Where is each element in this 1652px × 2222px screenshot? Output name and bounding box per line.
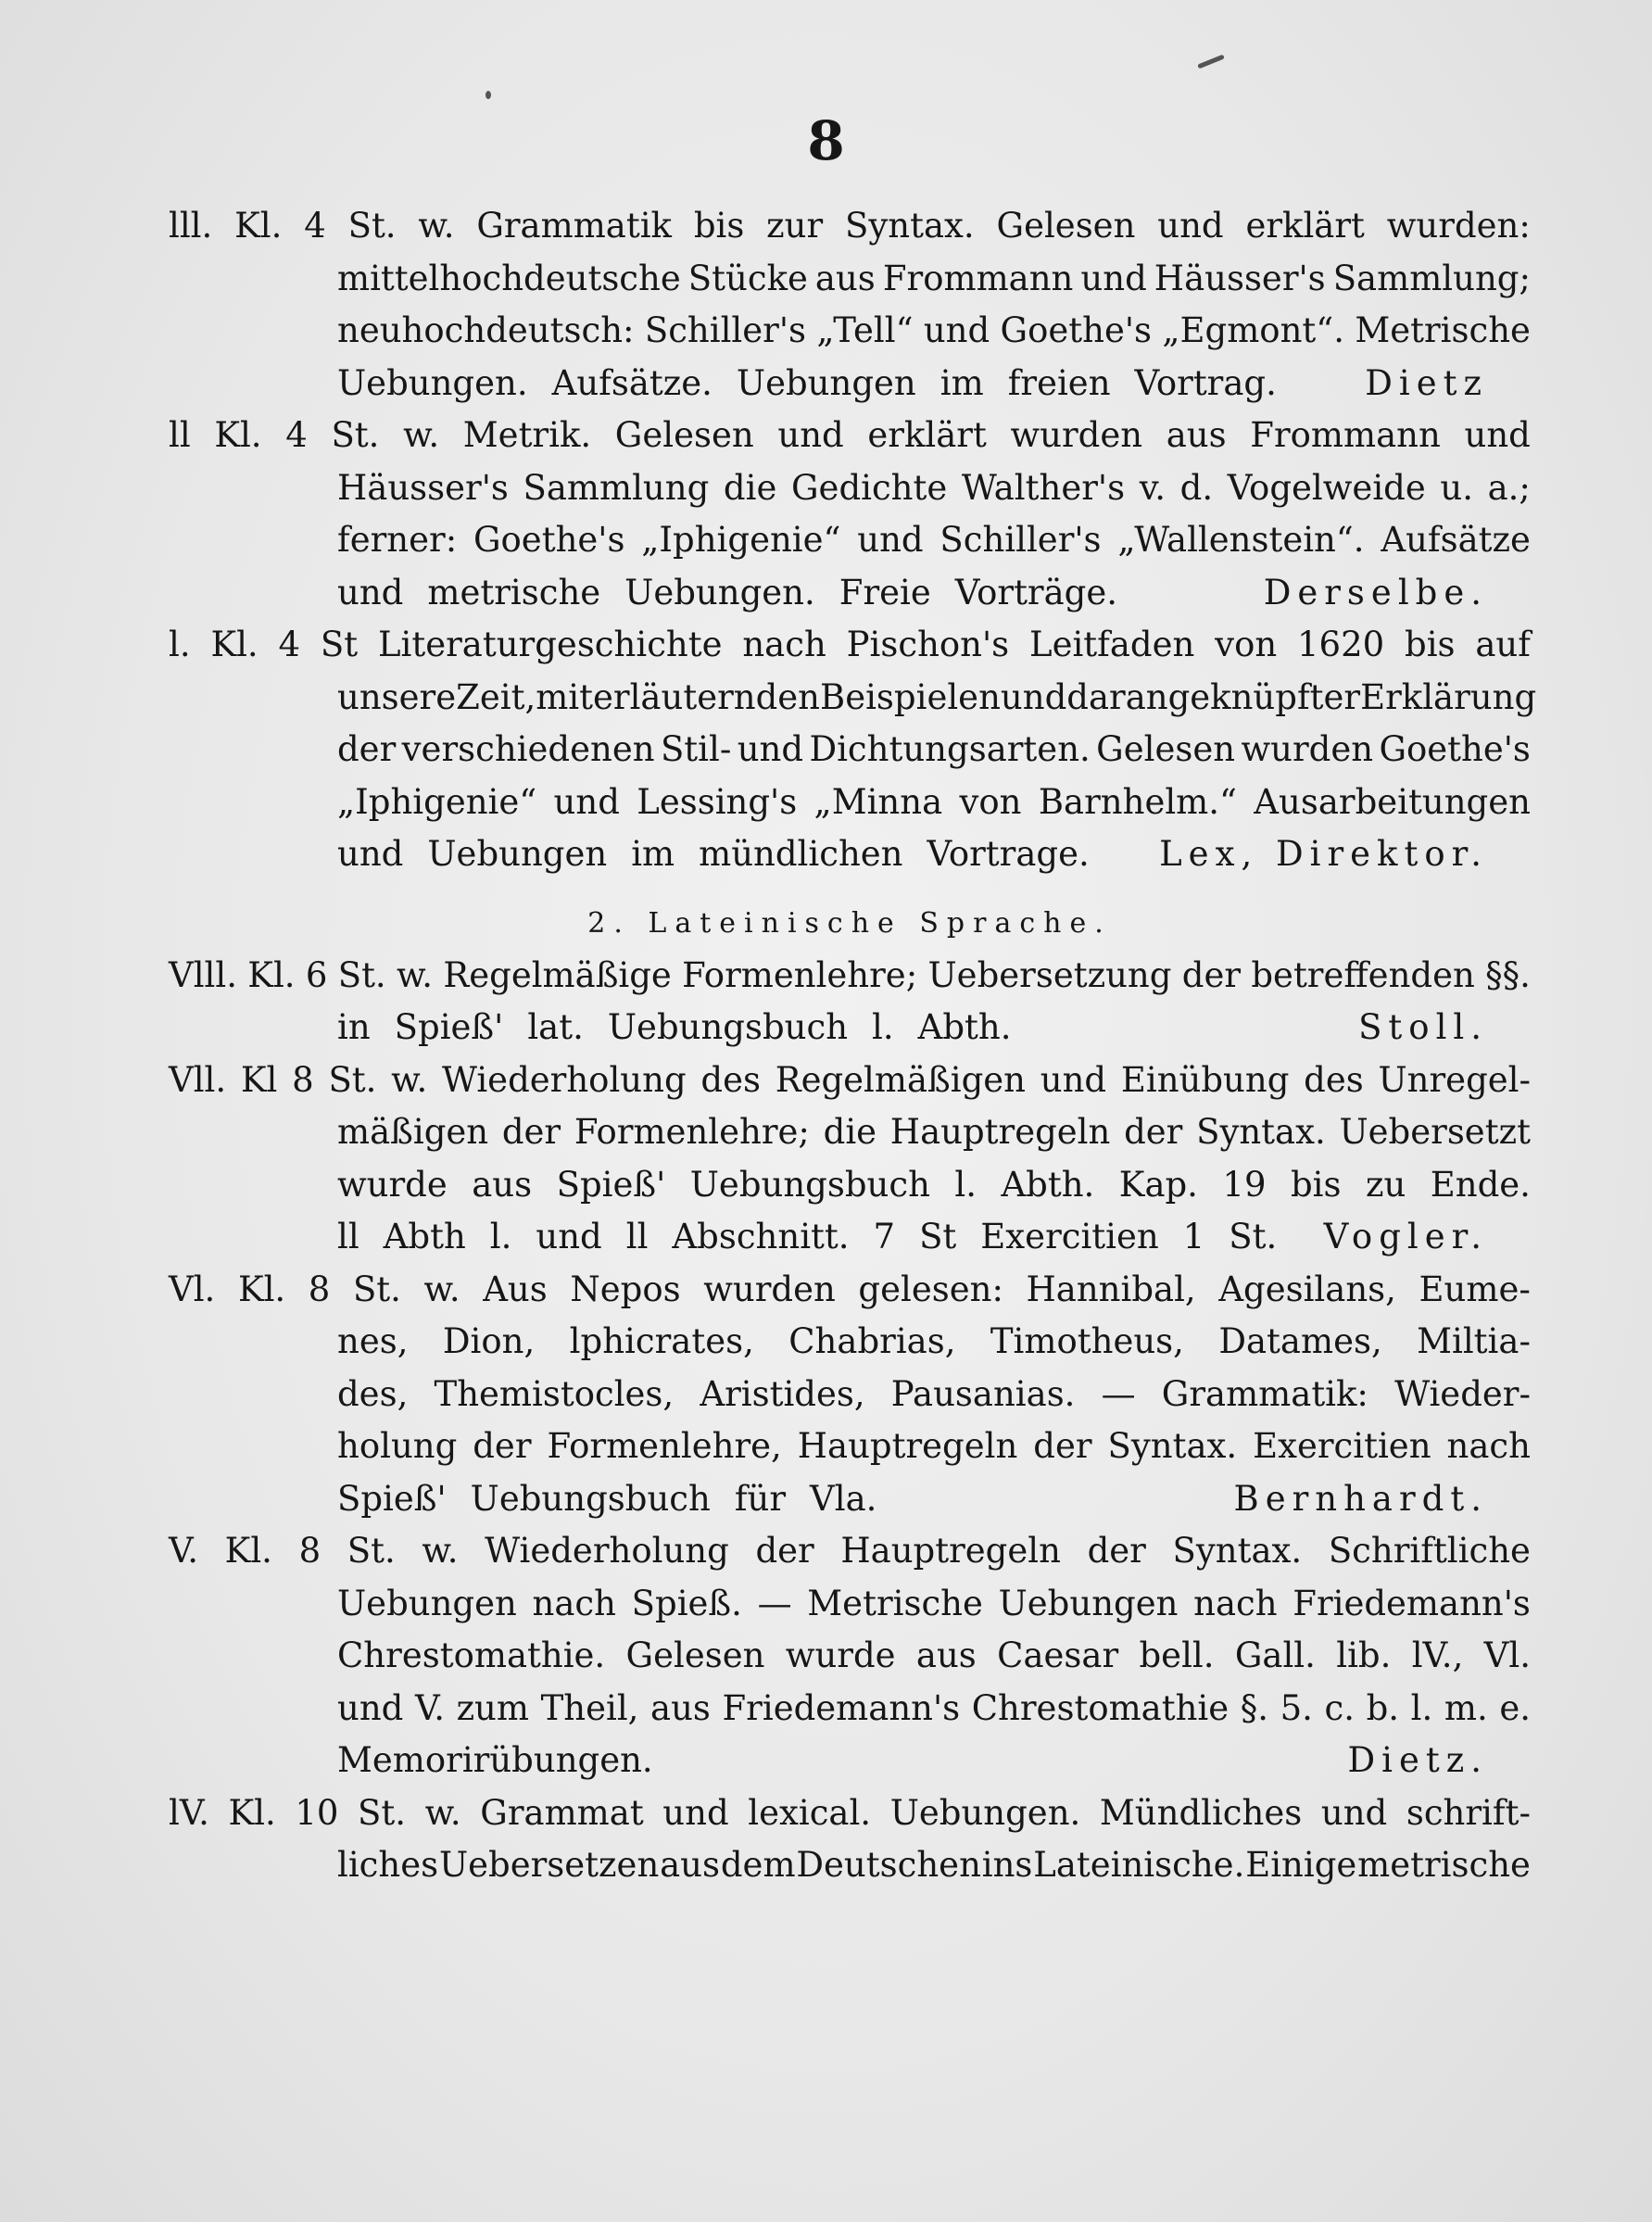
class-entry [169,1060,1531,1269]
text-line: Memorirübungen. Dietz. [169,1740,1531,1793]
text-line: neuhochdeutsch: Schiller's „Tell“ und Goethe's „Egmont“. Metrische [337,310,1531,350]
text-line: mittelhochdeutsche Stücke aus Frommann und Häusser's Sammlung; [337,258,1531,298]
class-entry [169,1531,1531,1793]
text-line: l. Kl. 4 St Literaturgeschichte nach Pischon's Leitfaden von 1620 bis auf [169,625,1531,664]
text-line: liches Uebersetzen aus dem Deutschen ins Lateinische. Einige metrische [337,1845,1531,1885]
page-number: 8 [807,109,845,172]
section-latin [169,955,1531,1898]
text-line: „Iphigenie“ und Lessing's „Minna von Barnhelm.“ Ausarbeitungen [337,781,1531,822]
text-line: Uebungen nach Spieß. — Metrische Uebungen nach Friedemann's [337,1583,1531,1623]
text-line: ll Abth l. und ll Abschnitt. 7 St Exercitien 1 St. Vogler. [169,1217,1531,1269]
text-line: holung der Formenlehre, Hauptregeln der Syntax. Exercitien nach [337,1426,1531,1466]
text-line: ll Kl. 4 St. w. Metrik. Gelesen und erklärt wurden aus Frommann und [169,415,1531,455]
teacher-signature: Vogler. [1323,1217,1488,1256]
text-line: unsere Zeit, mit erläuternden Beispielen und daran geknüpfter Erklärung [337,676,1537,717]
teacher-signature: Derselbe. [1263,572,1488,612]
text-line: ferner: Goethe's „Iphigenie“ und Schiller's „Wallenstein“. Aufsätze [337,520,1531,560]
class-entry [169,1793,1531,1898]
teacher-signature: Lex, Direktor. [1159,834,1488,874]
text-line: Vll. Kl 8 St. w. Wiederholung des Regelmäßigen und Einübung des Unregel- [169,1059,1531,1100]
text-line: und metrische Uebungen. Freie Vorträge. Derselbe. [169,573,1531,625]
teacher-signature: Stoll. [1358,1007,1488,1047]
text-line: Vl. Kl. 8 St. w. Aus Nepos wurden gelesen: Hannibal, Agesilans, Eume- [169,1269,1531,1309]
text-line: V. Kl. 8 St. w. Wiederholung der Hauptregeln der Syntax. Schriftliche [169,1531,1531,1571]
class-entry [169,625,1537,887]
text-line: Uebungen. Aufsätze. Uebungen im freien Vortrag. Dietz [169,363,1531,416]
text-line: Spieß' Uebungsbuch für Vla. Bernhardt. [169,1479,1531,1532]
text-line: mäßigen der Formenlehre; die Hauptregeln der Syntax. Uebersetzt [337,1112,1531,1152]
text-line: und V. zum Theil, aus Friedemann's Chrestomathie §. 5. c. b. l. m. e. [337,1687,1531,1728]
text-line: lV. Kl. 10 St. w. Grammat und lexical. Uebungen. Mündliches und schrift- [169,1792,1531,1833]
text-line: Häusser's Sammlung die Gedichte Walther's v. d. Vogelweide u. a.; [337,467,1531,508]
text-line: des, Themistocles, Aristides, Pausanias. — Grammatik: Wieder- [337,1373,1531,1414]
teacher-signature: Dietz. [1347,1740,1488,1780]
section-title: 2. Lateinische Sprache. [587,906,1112,940]
body-text [169,206,1537,1898]
teacher-signature: Bernhardt. [1233,1478,1488,1519]
teacher-signature: Dietz [1365,362,1488,403]
text-line: lll. Kl. 4 St. w. Grammatik bis zur Syntax. Gelesen und erklärt wurden: [169,206,1531,246]
class-entry [169,415,1531,625]
text-line: Chrestomathie. Gelesen wurde aus Caesar bell. Gall. lib. lV., Vl. [337,1635,1531,1675]
section-german [169,206,1537,887]
text-line: und Uebungen im mündlichen Vortrage. Lex, Direktor. [169,834,1531,887]
text-line: Vlll. Kl. 6 St. w. Regelmäßige Formenlehre; Uebersetzung der betreffenden §§. [169,954,1531,995]
text-line: in Spieß' lat. Uebungsbuch l. Abth. Stoll. [169,1007,1531,1060]
class-entry [169,1269,1531,1532]
text-line: der verschiedenen Stil- und Dichtungsarten. Gelesen wurden Goethe's [337,729,1531,769]
text-line: nes, Dion, lphicrates, Chabrias, Timotheus, Datames, Miltia- [337,1321,1531,1361]
ink-speck [1197,55,1225,69]
class-entry [169,206,1531,415]
text-line: wurde aus Spieß' Uebungsbuch l. Abth. Kap. 19 bis zu Ende. [337,1164,1531,1205]
ink-speck [486,91,491,99]
class-entry [169,955,1531,1060]
